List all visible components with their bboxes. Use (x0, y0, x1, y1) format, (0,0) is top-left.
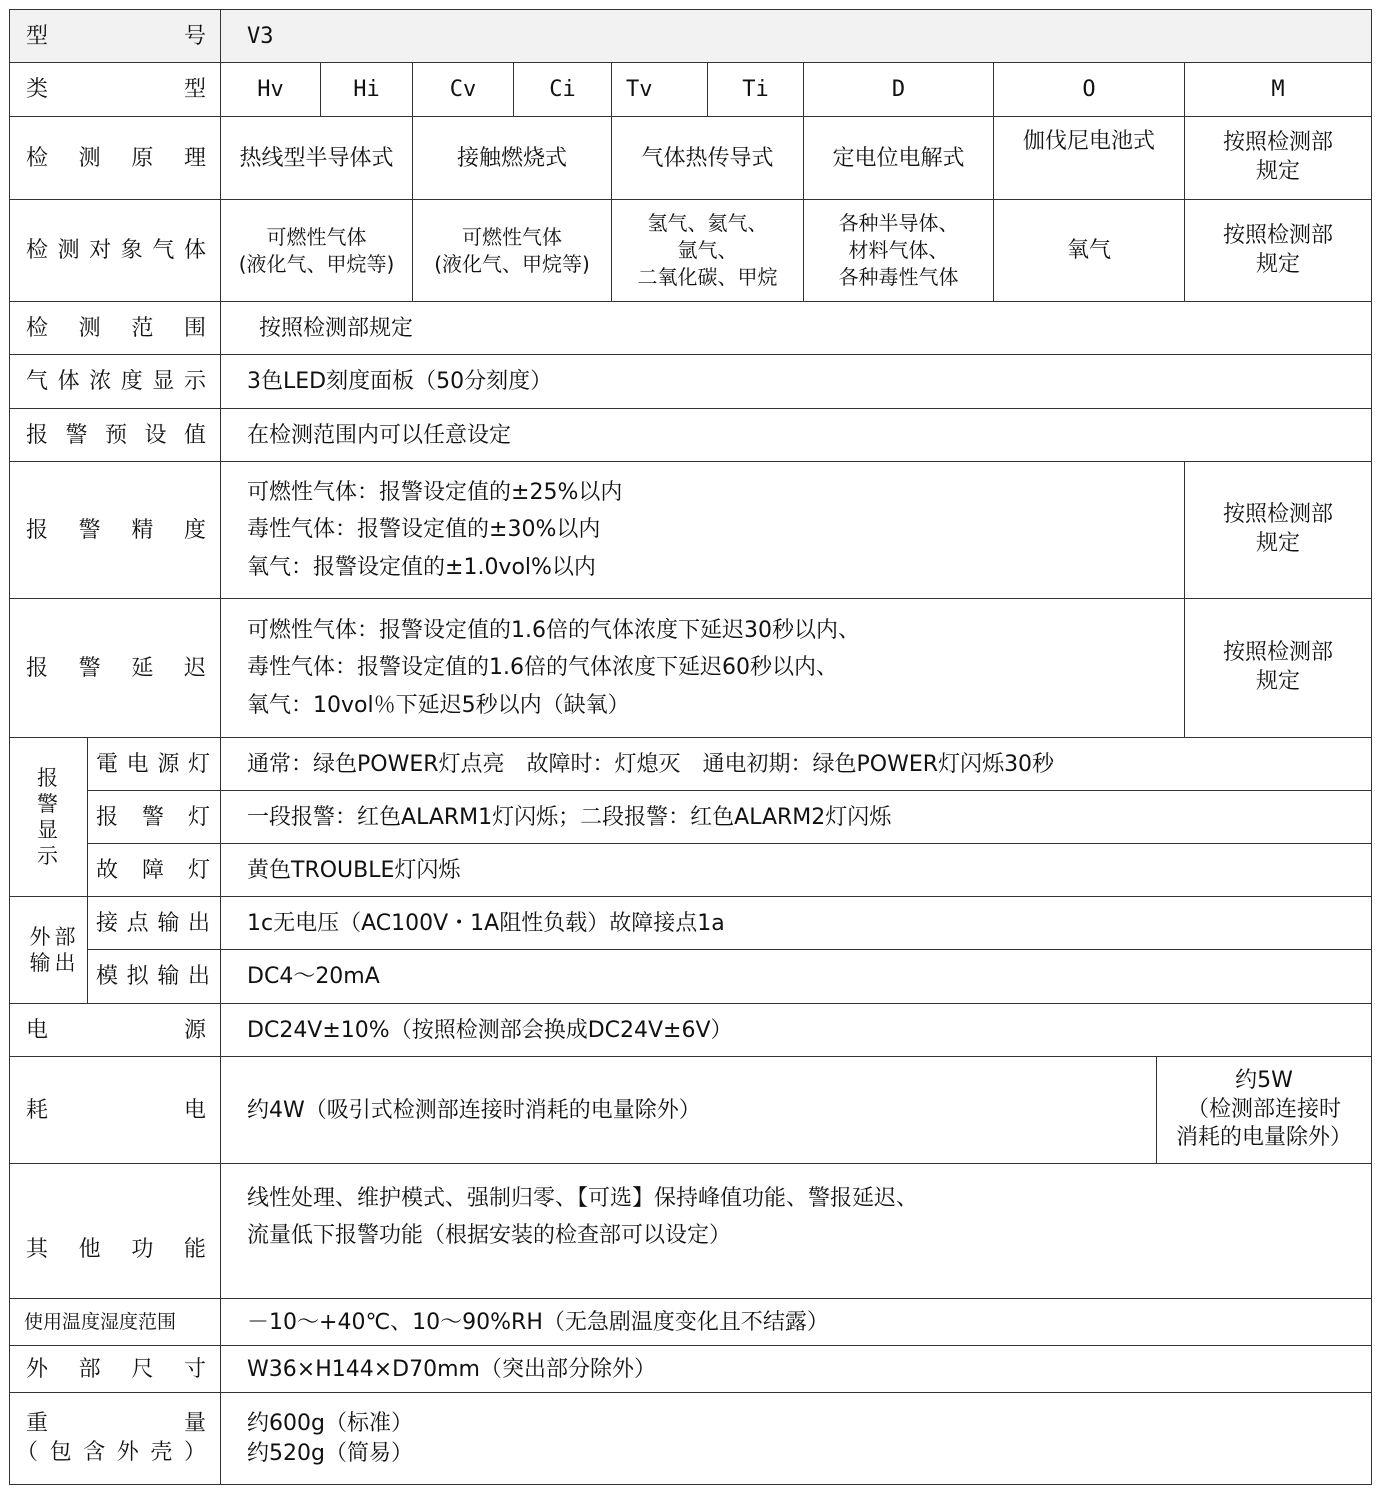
value-other (221, 1164, 1372, 1299)
label-accuracy: 报警精度 (10, 462, 221, 599)
accuracy-line: 毒性气体：报警设定值的±30%以内 (247, 517, 601, 543)
label-analog-output: 模拟输出 (88, 950, 221, 1004)
label-external-output: 外部 输出 (10, 897, 88, 1004)
type-tv: Tv (612, 63, 708, 117)
principle-m: 按照检测部 规定 (1185, 117, 1372, 200)
row-accuracy (10, 462, 1372, 599)
value-accuracy (221, 462, 1185, 599)
row-other (10, 1164, 1372, 1299)
row-model (10, 10, 1372, 63)
label-size: 外部尺寸 (10, 1346, 221, 1393)
row-type (10, 63, 1372, 117)
label-range: 检测范围 (10, 302, 221, 355)
accuracy-side: 按照检测部 规定 (1185, 462, 1372, 599)
accuracy-line: 可燃性气体：报警设定值的±25%以内 (247, 479, 623, 505)
type-ci: Ci (514, 63, 612, 117)
label-power-lamp: 電电源灯 (88, 738, 221, 791)
spec-table (9, 9, 1372, 1485)
value-display: 3色LED刻度面板（50分刻度） (221, 355, 1372, 409)
label-trouble-lamp: 故障灯 (88, 844, 221, 897)
label-weight-cell (10, 1393, 221, 1485)
value-alarm-lamp: 一段报警：红色ALARM1灯闪烁；二段报警：红色ALARM2灯闪烁 (221, 791, 1372, 844)
weight-line: 约600g（标准） (247, 1410, 413, 1436)
target-gas-m: 按照检测部 规定 (1185, 200, 1372, 302)
label-temp: 使用温度湿度范围 (10, 1299, 221, 1346)
row-principle (10, 117, 1372, 200)
principle-thermal: 气体热传导式 (612, 117, 804, 200)
delay-line: 可燃性气体：报警设定值的1.6倍的气体浓度下延迟30秒以内、 (247, 617, 860, 643)
delay-line: 毒性气体：报警设定值的1.6倍的气体浓度下延迟60秒以内、 (247, 655, 838, 681)
type-cv: Cv (413, 63, 514, 117)
row-alarm-power (10, 738, 1372, 791)
value-trouble-lamp: 黄色TROUBLE灯闪烁 (221, 844, 1372, 897)
label-alarm-lamp: 报警灯 (88, 791, 221, 844)
target-gas-c: 可燃性气体 (液化气、甲烷等) (413, 200, 612, 302)
target-gas-o: 氧气 (994, 200, 1185, 302)
value-power: DC24V±10%（按照检测部会换成DC24V±6V） (221, 1004, 1372, 1057)
principle-catalytic: 接触燃烧式 (413, 117, 612, 200)
row-size (10, 1346, 1372, 1393)
label-target-gas: 检测对象气体 (10, 200, 221, 302)
consumption-side: 约5W （检测部连接时 消耗的电量除外） (1157, 1057, 1372, 1164)
type-ti: Ti (708, 63, 804, 117)
principle-galvanic: 伽伐尼电池式 (994, 117, 1185, 200)
label-other: 其他功能 (10, 1164, 221, 1299)
label-weight: 重量 (26, 1410, 207, 1436)
row-analog-output (10, 950, 1372, 1004)
target-gas-d: 各种半导体、 材料气体、 各种毒性气体 (804, 200, 994, 302)
weight-line: 约520g（简易） (247, 1440, 413, 1466)
accuracy-line: 氧气：报警设定值的±1.0vol%以内 (247, 554, 596, 580)
label-type: 类型 (10, 63, 221, 117)
principle-hot-wire: 热线型半导体式 (221, 117, 413, 200)
value-power-lamp: 通常：绿色POWER灯点亮 故障时：灯熄灭 通电初期：绿色POWER灯闪烁30秒 (221, 738, 1372, 791)
value-preset: 在检测范围内可以任意设定 (221, 409, 1372, 462)
value-size: W36×H144×D70mm（突出部分除外） (221, 1346, 1372, 1393)
type-d: D (804, 63, 994, 117)
label-weight-sub: （包含外壳） (16, 1439, 207, 1465)
other-line: 线性处理、维护模式、强制归零、【可选】保持峰值功能、警报延迟、 (247, 1186, 919, 1211)
label-model: 型号 (10, 10, 221, 63)
other-line: 流量低下报警功能（根据安装的检查部可以设定） (247, 1223, 732, 1249)
row-target-gas (10, 200, 1372, 302)
row-weight (10, 1393, 1372, 1485)
row-delay (10, 599, 1372, 738)
label-alarm-display: 报警 显示 (10, 738, 88, 897)
value-contact-output: 1c无电压（AC100V・1A阻性负载）故障接点1a (221, 897, 1372, 950)
type-hi: Hi (321, 63, 413, 117)
value-model: V3 (221, 10, 1372, 63)
delay-line: 氧气：10vol％下延迟5秒以内（缺氧） (247, 692, 630, 718)
label-power: 电源 (10, 1004, 221, 1057)
row-trouble-lamp (10, 844, 1372, 897)
delay-side: 按照检测部 规定 (1185, 599, 1372, 738)
label-delay: 报警延迟 (10, 599, 221, 738)
row-consumption (10, 1057, 1372, 1164)
label-principle: 检测原理 (10, 117, 221, 200)
row-contact-output (10, 897, 1372, 950)
value-range: 按照检测部规定 (221, 302, 1372, 355)
value-analog-output: DC4～20mA (221, 950, 1372, 1004)
principle-electrochemical: 定电位电解式 (804, 117, 994, 200)
label-preset: 报警预设值 (10, 409, 221, 462)
row-power (10, 1004, 1372, 1057)
row-alarm-lamp (10, 791, 1372, 844)
row-preset (10, 409, 1372, 462)
value-weight (221, 1393, 1372, 1485)
label-contact-output: 接点输出 (88, 897, 221, 950)
value-temp: －10～+40℃、10～90%RH（无急剧温度变化且不结露） (221, 1299, 1372, 1346)
value-consumption: 约4W（吸引式检测部连接时消耗的电量除外） (221, 1057, 1157, 1164)
label-display: 气体浓度显示 (10, 355, 221, 409)
row-range (10, 302, 1372, 355)
row-display (10, 355, 1372, 409)
value-delay (221, 599, 1185, 738)
type-hv: Hv (221, 63, 321, 117)
label-consumption: 耗电 (10, 1057, 221, 1164)
row-temp (10, 1299, 1372, 1346)
type-m: M (1185, 63, 1372, 117)
target-gas-t: 氢气、氦气、 氩气、 二氧化碳、甲烷 (612, 200, 804, 302)
target-gas-h: 可燃性气体 (液化气、甲烷等) (221, 200, 413, 302)
type-o: O (994, 63, 1185, 117)
